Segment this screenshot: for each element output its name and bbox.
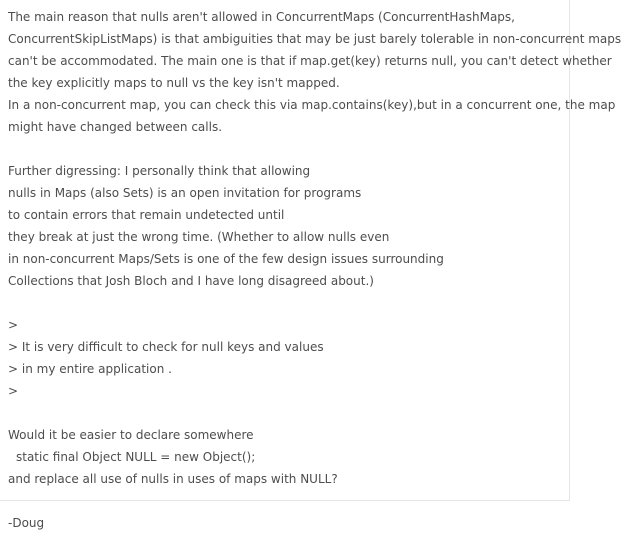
text-line: ConcurrentSkipListMaps) is that ambiguities that may be just barely tolerable in non-concurrent maps: [8, 32, 621, 46]
paragraph-gap: [8, 490, 564, 512]
text-line: they break at just the wrong time. (Whether to allow nulls even: [8, 230, 390, 244]
signature: -Doug: [8, 516, 45, 530]
text-line: in non-concurrent Maps/Sets is one of the few design issues surrounding: [8, 252, 444, 266]
intro-paragraph: [8, 6, 621, 138]
quoted-text: [8, 314, 564, 402]
quote-line: >: [8, 384, 19, 398]
text-line: Would it be easier to declare somewhere: [8, 428, 254, 442]
text-line: Further digressing: I personally think that allowing: [8, 164, 311, 178]
text-line: and replace all use of nulls in uses of maps with NULL?: [8, 472, 338, 486]
text-line: nulls in Maps (also Sets) is an open invitation for programs: [8, 186, 362, 200]
text-line: might have changed between calls.: [8, 120, 223, 134]
text-line: The main reason that nulls aren't allowed in ConcurrentMaps (ConcurrentHashMaps,: [8, 10, 515, 24]
suggestion-paragraph: [8, 424, 564, 490]
paragraph-gap: [8, 138, 564, 160]
quote-line: >: [8, 318, 19, 332]
quote-line: > It is very difficult to check for null keys and values: [8, 340, 324, 354]
digression-paragraph: [8, 160, 564, 292]
text-line: the key explicitly maps to null vs the key isn't mapped.: [8, 76, 340, 90]
email-body: [8, 6, 621, 534]
quote-line: > in my entire application .: [8, 362, 172, 376]
text-line: can't be accommodated. The main one is that if map.get(key) returns null, you can't detect whether: [8, 54, 612, 68]
paragraph-gap: [8, 292, 564, 314]
text-line: In a non-concurrent map, you can check this via map.contains(key),but in a concurrent one, the map: [8, 98, 616, 112]
text-line: Collections that Josh Bloch and I have long disagreed about.): [8, 274, 374, 288]
text-line: to contain errors that remain undetected until: [8, 208, 285, 222]
paragraph-gap: [8, 402, 564, 424]
code-line: static final Object NULL = new Object();: [16, 450, 256, 464]
